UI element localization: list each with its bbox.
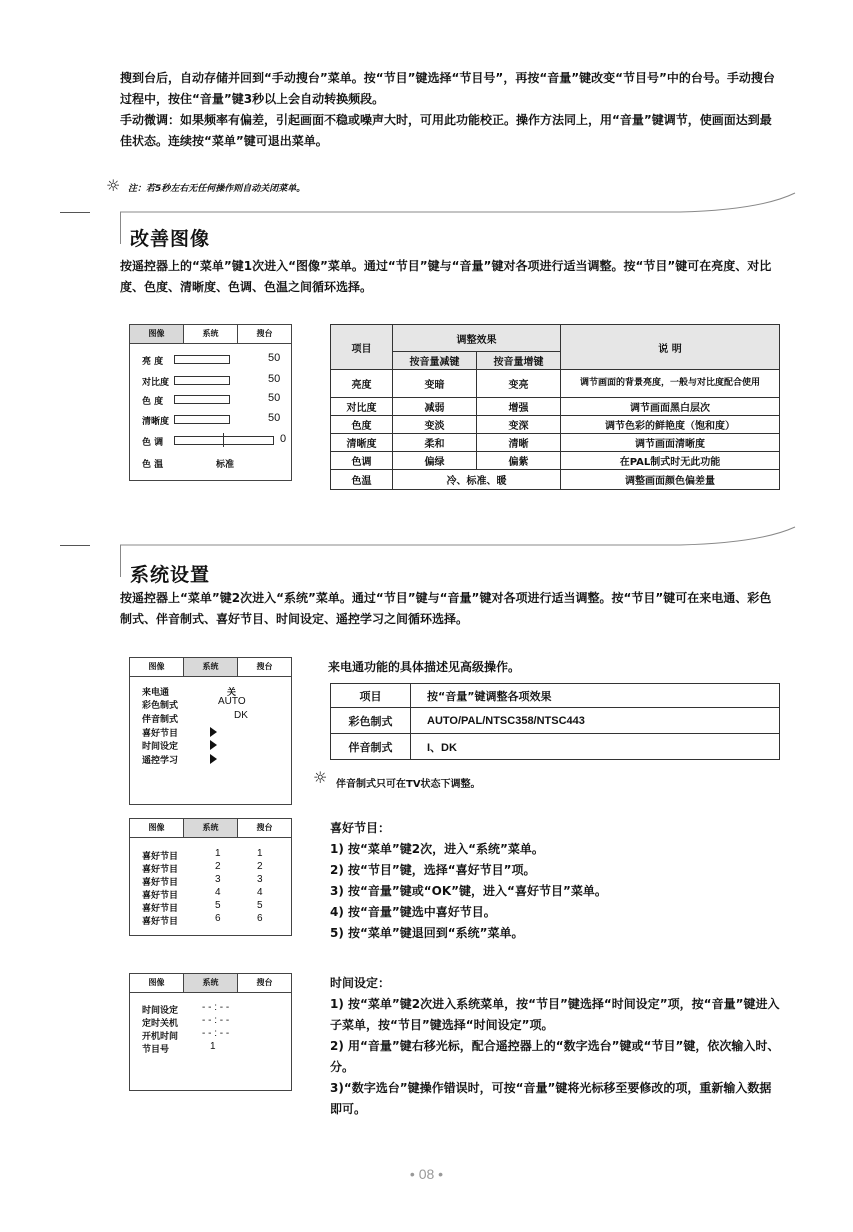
- cell-item: 色调: [331, 452, 393, 470]
- fav-label: 喜好节目: [142, 904, 179, 914]
- fav-slot[interactable]: 1: [215, 848, 221, 859]
- th-vol-dec: 按音量减键: [393, 352, 477, 370]
- submenu-arrow-icon[interactable]: [210, 727, 217, 737]
- menu-label-sound-system: 伴音制式: [142, 715, 179, 725]
- on-time-input[interactable]: - - : - -: [202, 1028, 230, 1039]
- cell-desc: 调节画面清晰度: [561, 434, 780, 452]
- system-menu: [129, 657, 292, 805]
- fav-channel[interactable]: 4: [257, 887, 263, 898]
- cell-item: 伴音制式: [331, 734, 411, 760]
- image-adjust-table: [330, 324, 780, 490]
- fav-label: 喜好节目: [142, 865, 179, 875]
- fav-channel[interactable]: 5: [257, 900, 263, 911]
- system-section-heading: 系统设置: [130, 564, 211, 586]
- menu-tab-system[interactable]: 系统: [184, 325, 238, 343]
- cell-dec: 变暗: [393, 370, 477, 398]
- cell-inc: 清晰: [477, 434, 561, 452]
- fav-channel[interactable]: 6: [257, 913, 263, 924]
- list-item: 3) 按“音量”键或“OK”键，进入“喜好节目”菜单。: [330, 884, 607, 898]
- cell-desc: 在PAL制式时无此功能: [561, 452, 780, 470]
- menu-value-tint: 0: [280, 433, 287, 445]
- list-item: 1) 按“菜单”键2次进入系统菜单，按“节目”键选择“时间设定”项，按“音量”键进入子菜单，按“节目”键选择“时间设定”项。: [330, 997, 780, 1032]
- cell-item: 亮度: [331, 370, 393, 398]
- cell-item: 色温: [331, 470, 393, 490]
- system-section-desc: 按遥控器上“菜单”键2次进入“系统”菜单。通过“节目”键与“音量”键对各项进行适当调整。按“节目”键可在来电通、彩色制式、伴音制式、喜好节目、时间设定、遥控学习之间循环选择。: [120, 591, 772, 626]
- menu-tab-system[interactable]: 系统: [184, 974, 238, 992]
- menu-value-color-system[interactable]: AUTO: [218, 696, 246, 707]
- menu-label-color-temp: 色 温: [142, 460, 164, 470]
- list-item: 2) 用“音量”键右移光标，配合遥控器上的“数字选台”键或“节目”键，依次输入时、分。: [330, 1039, 780, 1074]
- menu-tab-system[interactable]: 系统: [184, 819, 238, 837]
- list-item: 1) 按“菜单”键2次，进入“系统”菜单。: [330, 842, 544, 856]
- system-effect-table: [330, 683, 780, 760]
- th-item: 项目: [331, 325, 393, 370]
- fav-slot[interactable]: 5: [215, 900, 221, 911]
- menu-tab-image[interactable]: 图像: [130, 819, 184, 837]
- th-item: 项目: [331, 684, 411, 708]
- fav-slot[interactable]: 3: [215, 874, 221, 885]
- table-row: [331, 416, 780, 434]
- cell-item: 色度: [331, 416, 393, 434]
- submenu-arrow-icon[interactable]: [210, 740, 217, 750]
- menu-label-remote-learn: 遥控学习: [142, 756, 179, 766]
- menu-label-brightness: 亮 度: [142, 357, 164, 367]
- cell-inc: 偏紫: [477, 452, 561, 470]
- time-menu: [129, 973, 292, 1091]
- slider-sharpness[interactable]: [174, 415, 230, 424]
- th-effect: 调整效果: [393, 325, 561, 352]
- fav-label: 喜好节目: [142, 878, 179, 888]
- cell-desc: 调节画面黑白层次: [561, 398, 780, 416]
- fav-slot[interactable]: 4: [215, 887, 221, 898]
- fav-channel[interactable]: 3: [257, 874, 263, 885]
- table-row: [331, 708, 780, 734]
- menu-label-tint: 色 调: [142, 438, 164, 448]
- cell-desc: 调整画面颜色偏差量: [561, 470, 780, 490]
- cell-inc: 变亮: [477, 370, 561, 398]
- image-section-desc: 按遥控器上的“菜单”键1次进入“图像”菜单。通过“节目”键与“音量”键对各项进行适当调整。按“节目”键可在亮度、对比度、色度、清晰度、色调、色温之间循环选择。: [120, 259, 772, 294]
- image-menu: [129, 324, 292, 481]
- time-input[interactable]: - - : - -: [202, 1002, 230, 1013]
- cell-item: 清晰度: [331, 434, 393, 452]
- th-effect: 按“音量”键调整各项效果: [411, 684, 780, 708]
- table-row: [331, 370, 780, 398]
- menu-tab-system[interactable]: 系统: [184, 658, 238, 676]
- sun-note-icon: ☼: [313, 768, 328, 787]
- menu-tab-search[interactable]: 搜台: [256, 978, 273, 987]
- section-divider-left: [60, 545, 90, 546]
- menu-label-time-setting: 时间设定: [142, 742, 179, 752]
- menu-value-sound-system[interactable]: DK: [234, 710, 248, 721]
- cell-effect: I、DK: [411, 734, 780, 760]
- time-steps: [330, 973, 782, 1120]
- slider-color[interactable]: [174, 395, 230, 404]
- table-row: [331, 470, 780, 490]
- cell-merged: 冷、标准、暖: [393, 470, 561, 490]
- menu-label-program-number: 节目号: [142, 1045, 170, 1055]
- fav-channel[interactable]: 2: [257, 861, 263, 872]
- menu-tab-search[interactable]: 搜台: [256, 823, 273, 832]
- menu-label-on-time: 开机时间: [142, 1032, 179, 1042]
- menu-label-color-system: 彩色制式: [142, 701, 179, 711]
- list-item: 2) 按“节目”键，选择“喜好节目”项。: [330, 863, 536, 877]
- table-row: [331, 452, 780, 470]
- list-item: 3)“数字选台”键操作错误时，可按“音量”键将光标移至要修改的项，重新输入数据即可。: [330, 1081, 772, 1116]
- list-item: 4) 按“音量”键选中喜好节目。: [330, 905, 496, 919]
- intro-paragraph-2: 手动微调：如果频率有偏差，引起画面不稳或噪声大时，可用此功能校正。操作方法同上，用“音量”键调节，使画面达到最佳状态。连续按“菜单”键可退出菜单。: [120, 113, 772, 148]
- section-divider-left: [60, 212, 90, 213]
- program-number-input[interactable]: 1: [210, 1041, 216, 1052]
- fav-channel[interactable]: 1: [257, 848, 263, 859]
- menu-label-laidiantong: 来电通: [142, 688, 170, 698]
- menu-label-sharpness: 清晰度: [142, 417, 170, 427]
- menu-value-color: 50: [268, 392, 281, 404]
- cell-inc: 变深: [477, 416, 561, 434]
- table-row: [331, 734, 780, 760]
- intro-note: 注：若5秒左右无任何操作则自动关闭菜单。: [128, 184, 306, 194]
- menu-tab-image[interactable]: 图像: [130, 325, 184, 343]
- menu-value-contrast: 50: [268, 373, 281, 385]
- intro-paragraph-1: 搜到台后，自动存储并回到“手动搜台”菜单。按“节目”键选择“节目号”，再按“音量”键改变“节目号”中的台号。手动搜台过程中，按住“音量”键3秒以上会自动转换频段。: [120, 71, 775, 106]
- fav-label: 喜好节目: [142, 891, 179, 901]
- slider-tint[interactable]: [174, 436, 274, 445]
- menu-value-sharpness: 50: [268, 412, 281, 424]
- favorite-menu: [129, 818, 292, 936]
- menu-value-brightness: 50: [268, 352, 281, 364]
- submenu-arrow-icon[interactable]: [210, 754, 217, 764]
- cell-item: 彩色制式: [331, 708, 411, 734]
- menu-tab-image[interactable]: 图像: [130, 658, 184, 676]
- menu-value-laidiantong[interactable]: 关: [227, 688, 237, 698]
- menu-value-color-temp[interactable]: 标准: [216, 460, 235, 470]
- cell-dec: 偏绿: [393, 452, 477, 470]
- cell-dec: 变淡: [393, 416, 477, 434]
- menu-tab-image[interactable]: 图像: [130, 974, 184, 992]
- sound-system-note: 伴音制式只可在TV状态下调整。: [336, 779, 481, 790]
- cell-item: 对比度: [331, 398, 393, 416]
- fav-slot[interactable]: 6: [215, 913, 221, 924]
- th-desc: 说 明: [561, 325, 780, 370]
- fav-label: 喜好节目: [142, 917, 179, 927]
- menu-label-contrast: 对比度: [142, 378, 170, 388]
- menu-label-favorite: 喜好节目: [142, 729, 179, 739]
- slider-brightness[interactable]: [174, 355, 230, 364]
- slider-contrast[interactable]: [174, 376, 230, 385]
- cell-inc: 增强: [477, 398, 561, 416]
- list-item: 5) 按“菜单”键退回到“系统”菜单。: [330, 926, 524, 940]
- laidiantong-text: 来电通功能的具体描述见高级操作。: [328, 660, 521, 674]
- cell-dec: 减弱: [393, 398, 477, 416]
- cell-dec: 柔和: [393, 434, 477, 452]
- menu-tab-search[interactable]: 搜台: [256, 662, 273, 671]
- menu-label-off-timer: 定时关机: [142, 1019, 179, 1029]
- cell-desc: 调节画面的背景亮度，一般与对比度配合使用: [561, 370, 780, 398]
- menu-tab-search[interactable]: 搜台: [256, 329, 273, 338]
- image-section-heading: 改善图像: [130, 228, 211, 250]
- cell-desc: 调节色彩的鲜艳度（饱和度）: [561, 416, 780, 434]
- page-number: • 08 •: [409, 1166, 444, 1182]
- table-row: [331, 398, 780, 416]
- time-title: 时间设定：: [330, 976, 391, 990]
- section-divider-curve: [120, 524, 800, 554]
- section-divider-curve: [120, 190, 800, 220]
- table-row: [331, 434, 780, 452]
- sun-note-icon: ☼: [106, 176, 121, 195]
- fav-slot[interactable]: 2: [215, 861, 221, 872]
- menu-label-time-setting: 时间设定: [142, 1006, 179, 1016]
- favorite-title: 喜好节目：: [330, 821, 391, 835]
- off-timer-input[interactable]: - - : - -: [202, 1015, 230, 1026]
- th-vol-inc: 按音量增键: [477, 352, 561, 370]
- favorite-steps: [330, 818, 780, 944]
- fav-label: 喜好节目: [142, 852, 179, 862]
- slider-tint-center-mark: [223, 433, 224, 447]
- cell-effect: AUTO/PAL/NTSC358/NTSC443: [411, 708, 780, 734]
- menu-label-color: 色 度: [142, 397, 164, 407]
